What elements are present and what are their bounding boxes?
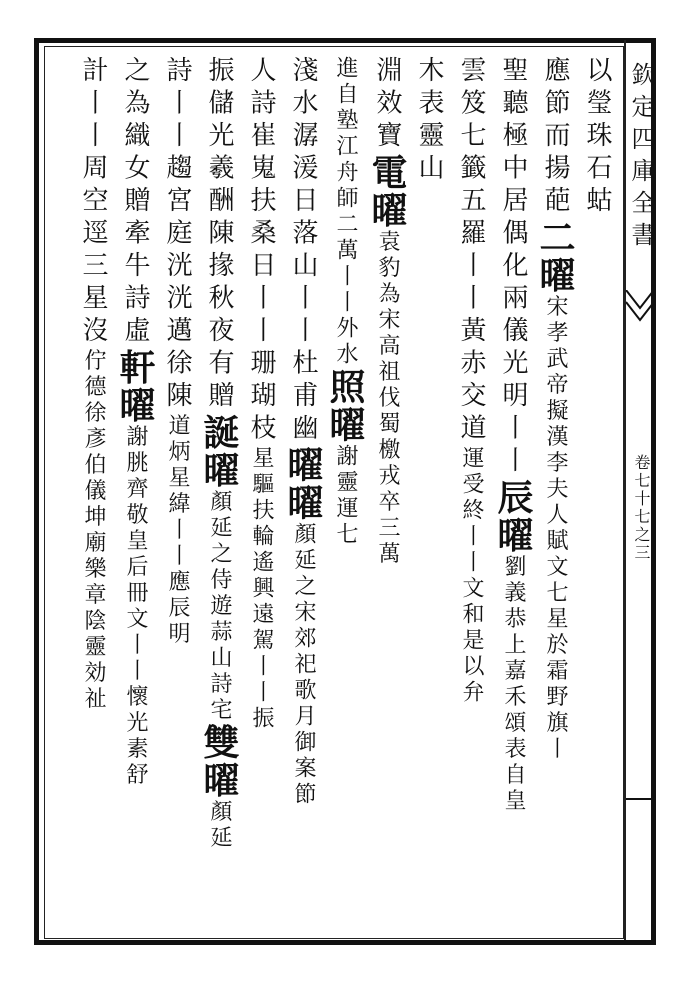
bottom-mark <box>626 795 654 815</box>
column-annotation: 顏延之侍遊蒜山詩宅 <box>207 489 232 724</box>
headword: 誕曜 <box>198 413 240 490</box>
column-annotation: 謝靈運七 <box>333 444 358 548</box>
column-text: 木表靈山 <box>414 56 444 186</box>
text-column-6 <box>366 56 408 936</box>
headword: 雙曜 <box>198 723 240 800</box>
column-annotation: 宋孝武帝擬漢李夫人賦文七星於霜野旗丨 <box>543 294 568 763</box>
column-text: 以瑩珠石蛄 <box>582 56 612 219</box>
column-annotation: 顏延 <box>207 799 232 852</box>
column-text: 人詩崔嵬扶桑日丨丨珊瑚枝 <box>246 56 276 446</box>
column-annotation: 道炳星緯丨丨應辰明 <box>165 413 190 648</box>
column-annotation: 佇德徐彥伯儀坤廟樂章陰靈効祉 <box>81 348 106 713</box>
text-column-14 <box>46 56 68 936</box>
text-column-12 <box>114 56 156 936</box>
column-annotation: 袁豹為宋高祖伐蜀檄戎卒三萬 <box>375 229 400 568</box>
text-column-11 <box>156 56 198 936</box>
headword: 軒曜 <box>114 348 156 425</box>
column-text: 振儲光羲酬陳掾秋夜有贈 <box>204 56 234 414</box>
text-column-2 <box>534 56 576 936</box>
volume-label: 卷七十七之三 <box>632 454 651 562</box>
text-column-10 <box>198 56 240 936</box>
column-text: 詩丨丨趨宮庭洸洸邁徐陳 <box>162 56 192 414</box>
column-annotation: 星驅扶輪遙興遠駕丨丨振 <box>249 446 274 732</box>
headword: 照曜 <box>324 368 366 444</box>
text-column-1 <box>576 56 618 936</box>
column-text: 雲笈七籤五羅丨丨黃赤交道 <box>456 56 486 446</box>
text-column-7 <box>324 56 366 936</box>
column-annotation: 劉義恭上嘉禾頌表自皇 <box>501 554 526 815</box>
text-column-9 <box>240 56 282 936</box>
headword: 電曜 <box>366 153 408 230</box>
column-text: 應節而揚葩 <box>540 56 570 219</box>
text-column-8 <box>282 56 324 936</box>
column-text: 計丨丨周空逕三星沒 <box>78 56 108 349</box>
column-annotation: 進自塾江舟師二萬丨丨外水 <box>333 56 358 368</box>
text-column-5 <box>408 56 450 936</box>
column-annotation: 運受終丨丨文和是以弁 <box>459 446 484 706</box>
headword: 曜曜 <box>282 446 324 522</box>
column-text: 淵效寶 <box>372 56 402 154</box>
column-annotation: 謝朓齊敬皇后冊文丨丨懷光素舒 <box>123 424 148 789</box>
headword: 二曜 <box>534 218 576 295</box>
column-text: 之為織女贈牽牛詩虛 <box>120 56 150 349</box>
column-text: 淺水潺湲日落山丨丨杜甫幽 <box>288 56 318 446</box>
column-text: 聖聽極中居偶化兩儀光明丨丨 <box>498 56 528 479</box>
text-column-3 <box>492 56 534 936</box>
column-annotation: 顏延之宋郊祀歌月御案節 <box>291 522 316 808</box>
text-column-4 <box>450 56 492 936</box>
headword: 辰曜 <box>492 478 534 555</box>
fish-tail-mark <box>626 290 654 330</box>
book-title: 欽定四庫全書 <box>627 62 655 254</box>
text-column-13 <box>72 56 114 936</box>
